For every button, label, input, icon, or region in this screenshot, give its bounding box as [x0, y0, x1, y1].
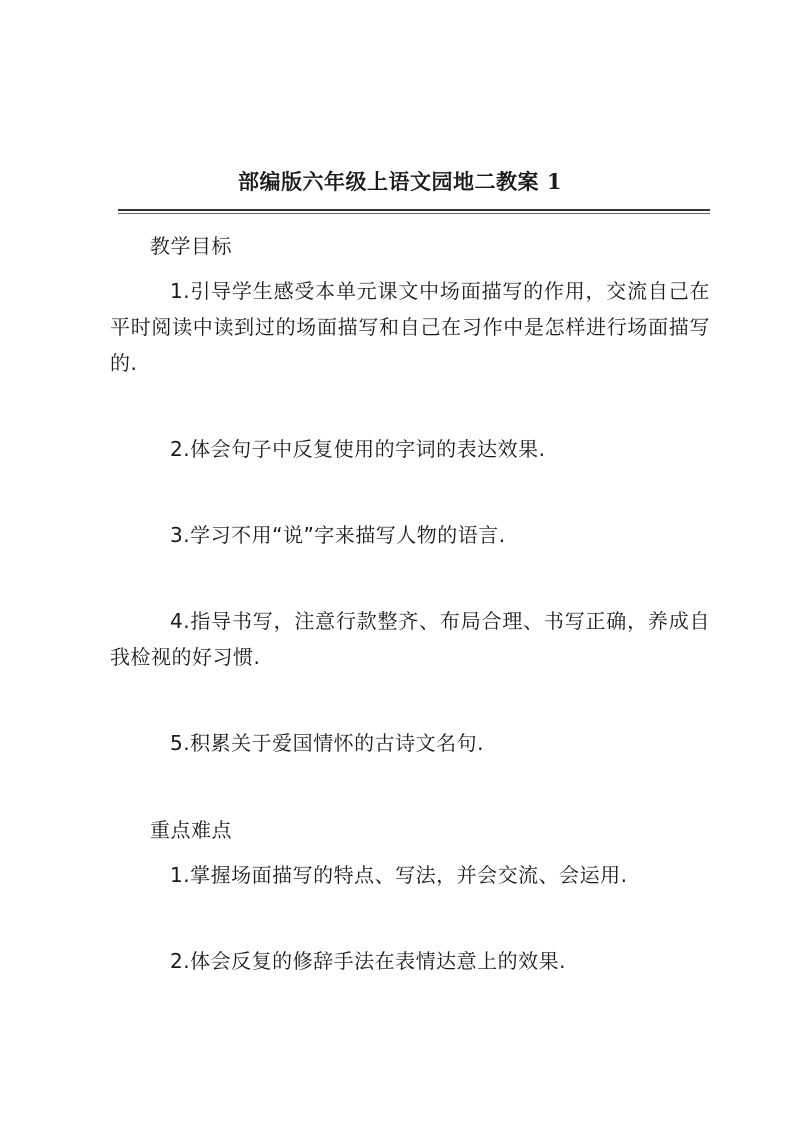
key-point-item-1: 1.掌握场面描写的特点、写法，并会交流、会运用.	[170, 863, 628, 887]
document-body	[110, 228, 710, 979]
objective-item-2: 2.体会句子中反复使用的字词的表达效果.	[170, 437, 546, 461]
document-title: 部编版六年级上语文园地二教案 1	[238, 169, 562, 194]
objective-item-1: 1.引导学生感受本单元课文中场面描写的作用，交流自己在平时阅读中读到过的场面描写和自己在习作中是怎样进行场面描写的.	[110, 279, 710, 375]
objective-item-4: 4.指导书写，注意行款整齐、布局合理、书写正确，养成自我检视的好习惯.	[110, 609, 710, 669]
section-heading-objectives: 教学目标	[150, 234, 232, 258]
objective-item-3: 3.学习不用“说”字来描写人物的语言.	[170, 523, 506, 547]
section-heading-key-points: 重点难点	[150, 818, 232, 842]
objective-item-5: 5.积累关于爱国情怀的古诗文名句.	[170, 731, 484, 755]
title-rule-thin	[118, 213, 710, 214]
key-point-item-2: 2.体会反复的修辞手法在表情达意上的效果.	[170, 949, 566, 973]
title-rule-thick	[118, 209, 710, 211]
